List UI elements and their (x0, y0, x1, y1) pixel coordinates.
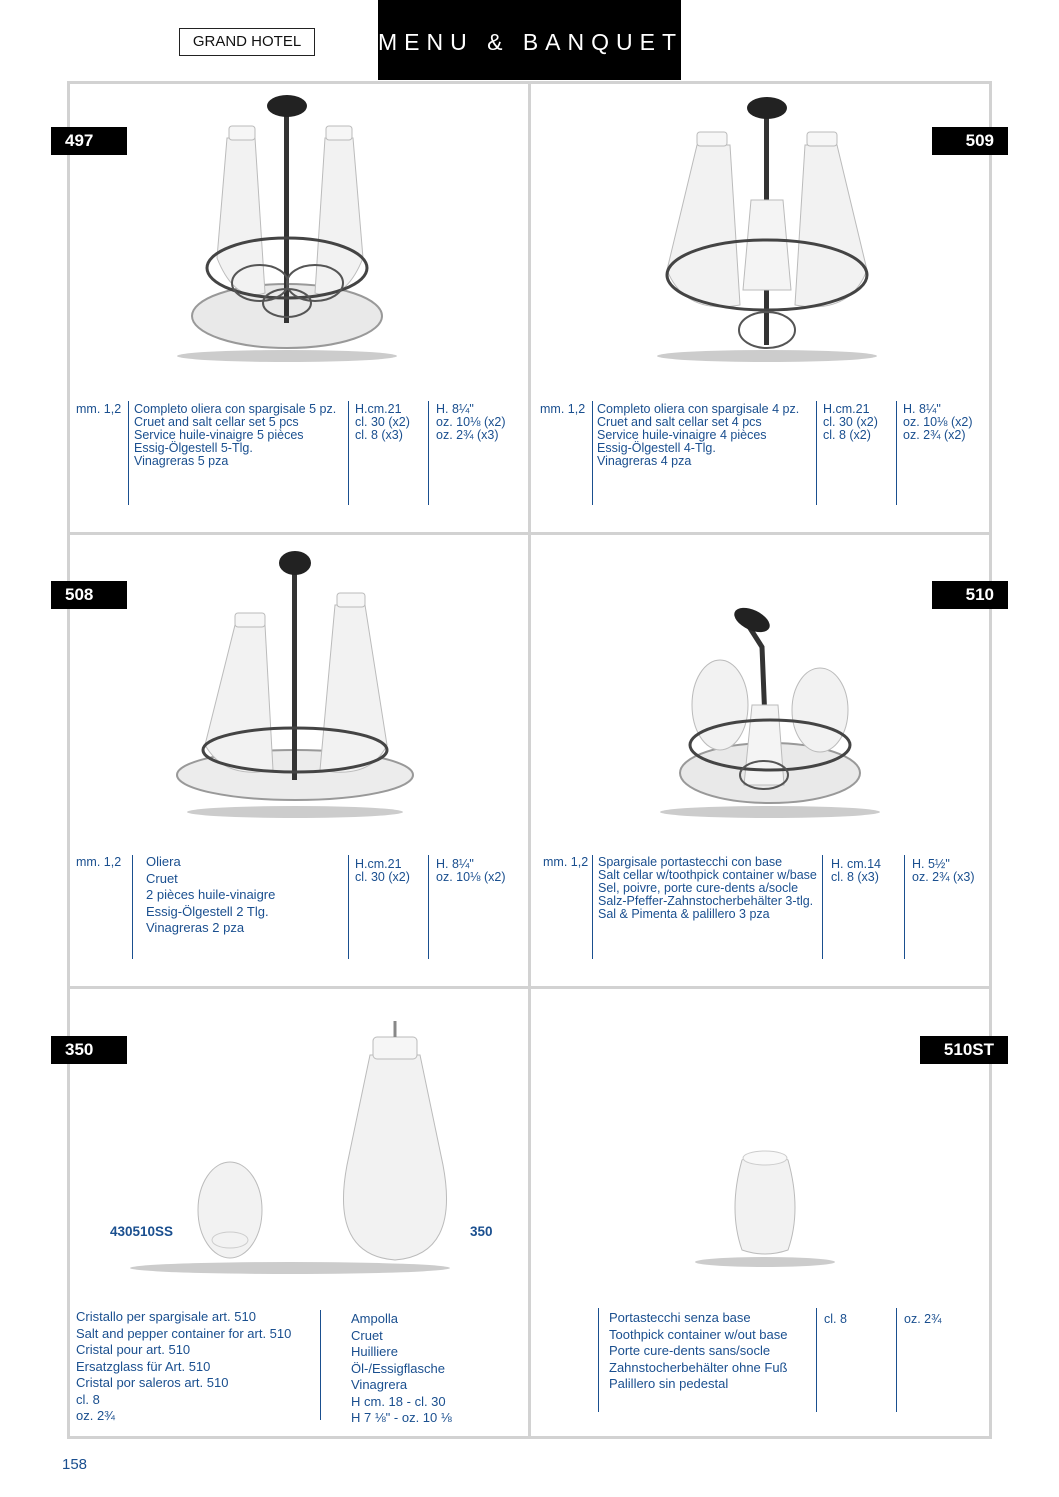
product-names-510: Spargisale portastecchi con base Salt cellar w/toothpick container w/base Sel, poivre, porte cure-dents a/socle Salz-Pfeffer-Zahnstocherbehälter 3-tlg. Sal & Pimenta & palillero 3 pza (598, 855, 817, 921)
thickness-509: mm. 1,2 (540, 402, 586, 416)
metric-specs-509: H.cm.21 cl. 30 (x2) cl. 8 (x2) (823, 402, 878, 442)
ref-label-350: 350 (470, 1224, 493, 1239)
metric-specs-510: H. cm.14 cl. 8 (x3) (831, 857, 882, 884)
cruet-set-5pcs-image (165, 88, 415, 368)
separator (348, 855, 349, 959)
grid-divider-row-1 (67, 532, 992, 535)
metric-specs-497: H.cm.21 cl. 30 (x2) cl. 8 (x3) (355, 402, 410, 442)
ref-label-430510SS: 430510SS (110, 1224, 174, 1239)
grid-divider-row-2 (67, 986, 992, 989)
imperial-specs-509: H. 8¼" oz. 10⅛ (x2) oz. 2¾ (x2) (903, 402, 973, 442)
product-code-510: 510 (932, 581, 1008, 609)
page-title: MENU & BANQUET (378, 0, 681, 80)
grid-divider-vertical (528, 81, 531, 1439)
separator (896, 401, 897, 505)
product-names-509: Completo oliera con spargisale 4 pz. Cruet and salt cellar set 4 pcs Service huile-vinaigre 4 pièces Essig-Ölgestell 4-Tlg. Vinagreras 4 pza (597, 402, 800, 468)
metric-specs-510ST: cl. 8 (824, 1312, 847, 1326)
separator (822, 855, 823, 959)
toothpick-container-image (690, 1140, 840, 1270)
separator (320, 1310, 321, 1420)
brand-label: GRAND HOTEL (179, 28, 315, 56)
separator (348, 401, 349, 505)
product-code-510ST: 510ST (920, 1036, 1008, 1064)
page-number: 158 (62, 1456, 88, 1473)
product-code-508: 508 (51, 581, 127, 609)
separator (896, 1308, 897, 1412)
separator (428, 401, 429, 505)
separator (816, 1308, 817, 1412)
product-names-508: Oliera Cruet 2 pièces huile-vinaigre Essig-Ölgestell 2 Tlg. Vinagreras 2 pza (146, 854, 276, 935)
separator (592, 855, 593, 959)
product-code-350: 350 (51, 1036, 127, 1064)
imperial-specs-497: H. 8¼" oz. 10⅛ (x2) oz. 2¾ (x3) (436, 402, 506, 442)
separator (904, 855, 905, 959)
separator (816, 401, 817, 505)
product-names-430510SS: Cristallo per spargisale art. 510 Salt and pepper container for art. 510 Cristal pour art. 510 Ersatzglass für Art. 510 Cristal por saleros art. 510 cl. 8 oz. 2¾ (76, 1309, 292, 1423)
product-names-497: Completo oliera con spargisale 5 pz. Cruet and salt cellar set 5 pcs Service huile-vinaigre 5 pièces Essig-Ölgestell 5-Tlg. Vinagreras 5 pza (134, 402, 337, 468)
metric-specs-508: H.cm.21 cl. 30 (x2) (355, 857, 410, 884)
separator (132, 855, 133, 959)
product-code-509: 509 (932, 127, 1008, 155)
thickness-497: mm. 1,2 (76, 402, 122, 416)
product-names-350: Ampolla Cruet Huilliere Öl-/Essigflasche Vinagrera H cm. 18 - cl. 30 H 7 ⅛" - oz. 10 ⅛ (351, 1311, 452, 1425)
separator (592, 401, 593, 505)
glass-and-bottle-image (125, 1015, 460, 1280)
separator (598, 1308, 599, 1412)
imperial-specs-510: H. 5½" oz. 2¾ (x3) (912, 857, 975, 884)
imperial-specs-510ST: oz. 2¾ (904, 1312, 942, 1326)
thickness-510: mm. 1,2 (543, 855, 589, 869)
thickness-508: mm. 1,2 (76, 855, 122, 869)
cruet-2pcs-image (165, 545, 415, 825)
imperial-specs-508: H. 8¼" oz. 10⅛ (x2) (436, 857, 506, 884)
separator (428, 855, 429, 959)
separator (128, 401, 129, 505)
product-code-497: 497 (51, 127, 127, 155)
cruet-set-4pcs-image (645, 90, 895, 370)
salt-pepper-toothpick-set-image (660, 595, 900, 825)
product-names-510ST: Portastecchi senza base Toothpick container w/out base Porte cure-dents sans/socle Zahnstocherbehälter ohne Fuß Palillero sin pedestal (609, 1310, 788, 1391)
